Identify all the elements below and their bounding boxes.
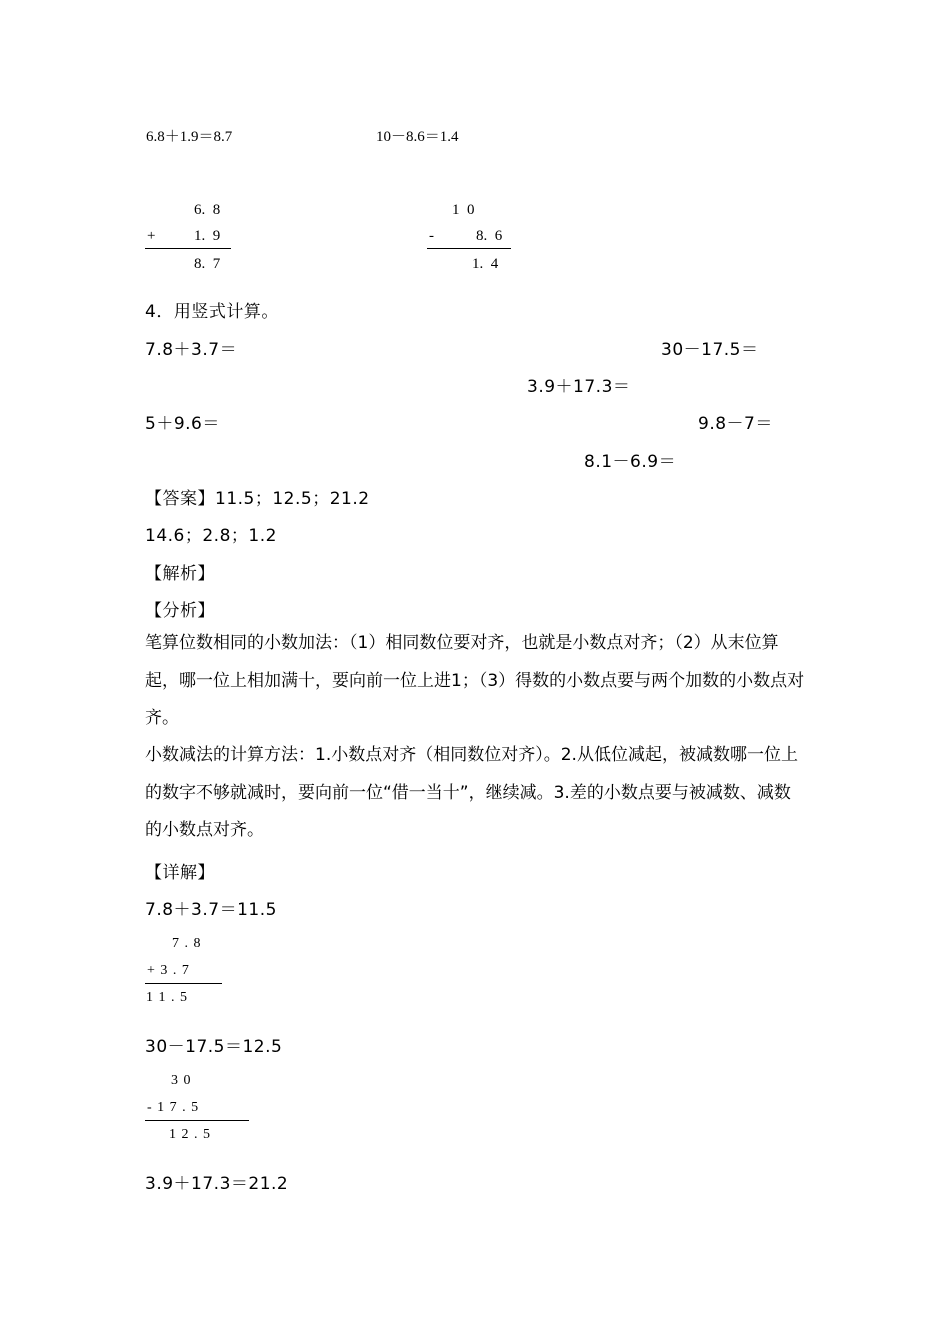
detail-equation-2: 30－17.5＝12.5 (145, 1037, 283, 1057)
vertical-result: 8. 7 (194, 256, 221, 272)
top-equation-2: 10－8.6＝1.4 (376, 129, 459, 145)
vertical-row-bottom: 8. 6 (476, 228, 503, 244)
vertical-addition-6-8 (145, 200, 235, 280)
vertical-subtraction-10 (427, 200, 517, 280)
analysis-paragraph-subtraction: 小数减法的计算方法：1.小数点对齐（相同数位对齐）。2.从低位减起，被减数哪一位上的数字不够就减时，要向前一位“借一当十”，继续减。3.差的小数点要与被减数、减数的小数点对齐。 (145, 745, 798, 840)
vertical-row-bottom: + 3 . 7 (147, 963, 190, 978)
detail-heading: 【详解】 (145, 863, 215, 883)
analysis-paragraph-addition: 笔算位数相同的小数加法：（1）相同数位要对齐，也就是小数点对齐；（2）从末位算起，哪一位上相加满十，要向前一位上进1；（3）得数的小数点要与两个加数的小数点对齐。 (145, 633, 805, 728)
question-item-3: 3.9＋17.3＝ (527, 377, 631, 397)
question-item-2: 30－17.5＝ (661, 340, 759, 360)
vertical-result: 1. 4 (472, 256, 499, 272)
vertical-row-top: 3 0 (171, 1073, 192, 1088)
vertical-rule (427, 248, 511, 249)
vertical-row-top: 1 0 (452, 202, 475, 218)
vertical-rule (145, 1120, 249, 1121)
detail-equation-3: 3.9＋17.3＝21.2 (145, 1174, 289, 1194)
vertical-row-top: 7 . 8 (172, 936, 202, 951)
detail-vertical-1 (145, 935, 235, 1015)
question-item-5: 9.8－7＝ (698, 414, 773, 434)
answer-line-1: 【答案】11.5；12.5；21.2 (145, 489, 370, 509)
vertical-result: 1 1 . 5 (146, 990, 188, 1005)
vertical-row-bottom: 1. 9 (194, 228, 221, 244)
detail-vertical-2 (145, 1072, 255, 1152)
question-item-1: 7.8＋3.7＝ (145, 340, 238, 360)
vertical-rule (145, 983, 222, 984)
detail-equation-1: 7.8＋3.7＝11.5 (145, 900, 277, 920)
top-equation-1: 6.8＋1.9＝8.7 (146, 129, 233, 145)
analysis-sub-heading: 【分析】 (145, 601, 215, 621)
question-title: 4．用竖式计算。 (145, 302, 279, 322)
vertical-row-bottom: - 1 7 . 5 (147, 1100, 200, 1115)
analysis-heading: 【解析】 (145, 564, 215, 584)
vertical-rule (145, 248, 231, 249)
vertical-operator: - (429, 228, 434, 244)
vertical-row-top: 6. 8 (194, 202, 221, 218)
vertical-operator: + (147, 228, 156, 244)
vertical-result: 1 2 . 5 (169, 1127, 211, 1142)
answer-line-2: 14.6；2.8；1.2 (145, 526, 277, 546)
question-item-6: 8.1－6.9＝ (584, 452, 677, 472)
question-item-4: 5＋9.6＝ (145, 414, 220, 434)
